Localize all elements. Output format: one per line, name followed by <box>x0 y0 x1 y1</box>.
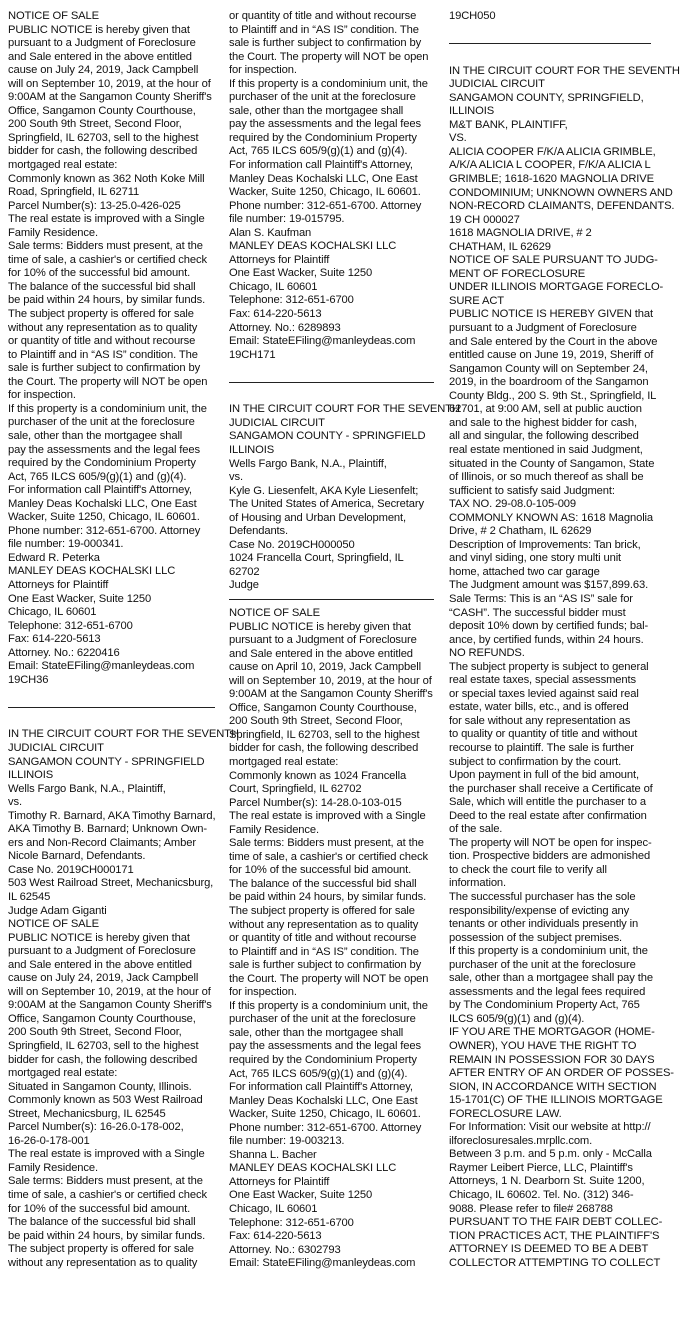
notice-text-line: Family Residence. <box>8 1161 98 1174</box>
notice-text-line: Deed to the real estate after confirmation <box>449 809 647 822</box>
notice-text-line: ilforeclosuresales.mrpllc.com. <box>449 1134 593 1147</box>
notice-text-line: Sale, which will entitle the purchaser to a <box>449 796 646 809</box>
notice-text-line: of Illinois, or so much thereof as shall be <box>449 471 644 484</box>
notice-text-line: be paid within 24 hours, by similar funds. <box>8 1229 206 1242</box>
notice-text-line: tion. Prospective bidders are admonished <box>449 850 651 863</box>
notice-text-line: 200 South 9th Street, Second Floor, <box>8 118 182 131</box>
notice-text-line: 9088. Please refer to file# 268788 <box>449 1202 613 1215</box>
notice-text-line: Road, Springfield, IL 62711 <box>8 186 140 199</box>
notice-text-line: Email: StateEFiling@manleydeas.com <box>229 1257 416 1270</box>
notice-text-line: and sale to the highest bidder for cash, <box>449 416 637 429</box>
notice-text-line: Raymer Leibert Pierce, LLC, Plaintiff's <box>449 1161 633 1174</box>
notice-text-line: Wacker, Suite 1250, Chicago, IL 60601. <box>8 511 200 524</box>
notice-text-line: and Sale entered in the above entitled <box>8 958 192 971</box>
notice-text-line: time of sale, a cashier's or certified check <box>8 1189 207 1202</box>
notice-text-line: For information call Plaintiff's Attorney, <box>229 159 413 172</box>
notice-text-line: PUBLIC NOTICE is hereby given that <box>229 620 411 633</box>
notice-text-line: 9:00AM at the Sangamon County Sheriff's <box>8 999 212 1012</box>
notice-text-line: time of sale, a cashier's or certified check <box>8 253 207 266</box>
notice-text-line: IN THE CIRCUIT COURT FOR THE SEVENTH <box>229 403 460 416</box>
notice-text-line: situated in the County of Sangamon, State <box>449 457 655 470</box>
notice-text-line: Springfield, IL 62703, sell to the highest <box>229 728 420 741</box>
notice-text-line: required by the Condominium Property <box>8 457 196 470</box>
notice-text-line: possession of the subject premises. <box>449 931 623 944</box>
notice-text-line: for 10% of the successful bid amount. <box>8 1202 191 1215</box>
notice-text-line: Edward R. Peterka <box>8 551 100 564</box>
notice-text-line: UNDER ILLINOIS MORTGAGE FORECLO- <box>449 281 664 294</box>
notice-text-line: Parcel Number(s): 14-28.0-103-015 <box>229 796 402 809</box>
notice-text-line: Fax: 614-220-5613 <box>229 1230 322 1243</box>
notice-text-line: bidder for cash, the following described <box>8 1053 198 1066</box>
notice-text-line: cause on April 10, 2019, Jack Campbell <box>229 661 421 674</box>
notice-text-line: bidder for cash, the following described <box>8 145 198 158</box>
notice-text-line: the purchaser shall receive a Certificate of <box>449 782 653 795</box>
notice-text-line: JUDICIAL CIRCUIT <box>449 78 545 91</box>
notice-text-line: NOTICE OF SALE PURSUANT TO JUDG- <box>449 254 658 267</box>
notice-text-line: ILLINOIS <box>229 443 275 456</box>
notice-text-line: Sale terms: Bidders must present, at the <box>8 1175 203 1188</box>
notice-text-line: Email: StateEFiling@manleydeas.com <box>229 335 416 348</box>
notice-text-line: Sale terms: Bidders must present, at the <box>229 837 424 850</box>
notice-text-line: cause on July 24, 2019, Jack Campbell <box>8 64 199 77</box>
notice-text-line: home, attached two car garage <box>449 565 600 578</box>
notice-text-line: The property will NOT be open for inspec- <box>449 836 652 849</box>
notice-text-line: of the sale. <box>449 823 503 836</box>
notice-text-line: For information call Plaintiff's Attorney, <box>229 1081 413 1094</box>
notice-text-line: 9:00AM at the Sangamon County Sheriff's <box>8 91 212 104</box>
notice-text-line: MENT OF FORECLOSURE <box>449 267 586 280</box>
notice-text-line: “CASH”. The successful bidder must <box>449 606 626 619</box>
notice-text-line: will on September 10, 2019, at the hour of <box>8 985 211 998</box>
notice-text-line: Manley Deas Kochalski LLC, One East <box>8 497 197 510</box>
notice-text-line: 62702 <box>229 565 260 578</box>
notice-text-line: will on September 10, 2019, at the hour of <box>8 77 211 90</box>
notice-text-line: Case No. 2019CH000171 <box>8 863 134 876</box>
notice-text-line: responsibility/expense of evicting any <box>449 904 630 917</box>
notice-text-line: and Sale entered by the Court in the above <box>449 335 658 348</box>
notice-text-line: For information call Plaintiff's Attorney, <box>8 484 192 497</box>
notice-text-line: Attorney. No.: 6220416 <box>8 646 120 659</box>
notice-text-line: Telephone: 312-651-6700 <box>229 294 354 307</box>
notice-text-line: 15-1701(C) OF THE ILLINOIS MORTGAGE <box>449 1094 663 1107</box>
notice-text-line: Commonly known as 362 Noth Koke Mill <box>8 172 205 185</box>
notice-text-line: REMAIN IN POSSESSION FOR 30 DAYS <box>449 1053 655 1066</box>
notice-text-line: Upon payment in full of the bid amount, <box>449 769 639 782</box>
notice-text-line: Fax: 614-220-5613 <box>229 308 322 321</box>
notice-text-line: Between 3 p.m. and 5 p.m. only - McCalla <box>449 1148 652 1161</box>
notice-text-line: MANLEY DEAS KOCHALSKI LLC <box>8 565 176 578</box>
notice-text-line: Attorney. No.: 6289893 <box>229 321 341 334</box>
notice-text-line: SANGAMON COUNTY - SPRINGFIELD <box>8 755 205 768</box>
section-divider <box>8 707 215 708</box>
notice-text-line: PUBLIC NOTICE is hereby given that <box>8 931 190 944</box>
notice-text-line: information. <box>449 877 507 890</box>
notice-text-line: for sale without any representation as <box>449 714 631 727</box>
notice-text-line: sale, other than the mortgagee shall <box>8 429 183 442</box>
notice-text-line: mortgaged real estate: <box>229 755 339 768</box>
notice-text-line: 19CH050 <box>449 10 496 22</box>
notice-text-line: bidder for cash, the following described <box>229 742 419 755</box>
notice-text-line: Street, Mechanicsburg, IL 62545 <box>8 1107 166 1120</box>
notice-text-line: ALICIA COOPER F/K/A ALICIA GRIMBLE, <box>449 145 656 158</box>
notice-text-line: If this property is a condominium unit, the <box>8 402 207 415</box>
notice-column-2 <box>229 10 460 1340</box>
notice-text-line: IN THE CIRCUIT COURT FOR THE SEVENTH <box>8 728 239 741</box>
notice-text-line: without any representation as to quality <box>229 918 419 931</box>
notice-text-line: The successful purchaser has the sole <box>449 891 636 903</box>
notice-text-line: purchaser of the unit at the foreclosure <box>449 958 636 971</box>
notice-text-line: purchaser of the unit at the foreclosure <box>8 416 195 429</box>
notice-text-line: entitled cause on June 19, 2019, Sheriff of <box>449 349 654 362</box>
notice-text-line: sale, other than a mortgagee shall pay the <box>449 972 653 985</box>
notice-text-line: pursuant to a Judgment of Foreclosure <box>8 37 196 50</box>
notice-text-line: 200 South 9th Street, Second Floor, <box>229 715 403 728</box>
notice-text-line: be paid within 24 hours, by similar funds. <box>229 891 427 904</box>
notice-text-line: COLLECTOR ATTEMPTING TO COLLECT <box>449 1256 661 1269</box>
notice-text-line: A/K/A ALICIA L COOPER, F/K/A ALICIA L <box>449 159 651 172</box>
notice-text-line: to check the court file to verify all <box>449 863 607 876</box>
notice-text-line: to Plaintiff and in “AS IS” condition. The <box>8 348 198 361</box>
notice-text-line: sale is further subject to confirmation by <box>229 959 422 972</box>
notice-text-line: Judge Adam Giganti <box>8 904 107 917</box>
notice-text-line: the Court. The property will NOT be open <box>8 375 208 388</box>
notice-text-line: Shanna L. Bacher <box>229 1148 317 1161</box>
notice-text-line: pay the assessments and the legal fees <box>229 118 421 131</box>
notice-text-line: mortgaged real estate: <box>8 159 118 172</box>
notice-text-line: Attorneys, 1 N. Dearborn St. Suite 1200, <box>449 1175 645 1188</box>
notice-text-line: COMMONLY KNOWN AS: 1618 Magnolia <box>449 511 654 524</box>
notice-text-line: The Judgment amount was $157,899.63. <box>449 579 649 592</box>
notice-text-line: NOTICE OF SALE <box>8 10 99 22</box>
section-divider <box>229 599 434 600</box>
notice-text-line: subject to confirmation by the court. <box>449 755 622 768</box>
notice-text-line: The United States of America, Secretary <box>229 498 424 511</box>
notice-column-3 <box>449 10 680 1340</box>
notice-text-line: The real estate is improved with a Single <box>8 1148 205 1161</box>
notice-text-line: The subject property is offered for sale <box>8 308 194 321</box>
notice-text-line: Situated in Sangamon County, Illinois. <box>8 1080 192 1093</box>
notice-text-line: MANLEY DEAS KOCHALSKI LLC <box>229 1162 397 1175</box>
notice-text-line: 19 CH 000027 <box>449 213 520 226</box>
notice-text-line: Court, Springfield, IL 62702 <box>229 783 362 796</box>
notice-text-line: SANGAMON COUNTY, SPRINGFIELD, <box>449 91 644 104</box>
notice-text-line: file number: 19-015795. <box>229 213 345 226</box>
notice-text-line: be paid within 24 hours, by similar funds. <box>8 294 206 307</box>
notice-text-line: for inspection. <box>229 64 297 77</box>
notice-text-line: SION, IN ACCORDANCE WITH SECTION <box>449 1080 657 1093</box>
notice-text-line: The subject property is offered for sale <box>229 905 415 917</box>
notice-text-line: Act, 765 ILCS 605/9(g)(1) and (g)(4). <box>229 1067 408 1080</box>
notice-text-line: Office, Sangamon County Courthouse, <box>8 104 196 117</box>
notice-text-line: IF YOU ARE THE MORTGAGOR (HOME- <box>449 1026 655 1039</box>
notice-text-line: pursuant to a Judgment of Foreclosure <box>8 945 196 958</box>
notice-text-line: If this property is a condominium unit, the <box>229 999 428 1012</box>
notice-text-line: by The Condominium Property Act, 765 <box>449 999 640 1012</box>
notice-text-line: ance, by certified funds, within 24 hours. <box>449 633 644 646</box>
notice-text-line: 19CH171 <box>229 348 276 361</box>
notice-text-line: Wells Fargo Bank, N.A., Plaintiff, <box>8 782 166 795</box>
notice-text-line: sale is further subject to confirmation by <box>8 362 201 375</box>
section-divider <box>229 382 434 383</box>
notice-text-line: Attorneys for Plaintiff <box>229 1175 330 1188</box>
notice-text-line: Family Residence. <box>229 823 319 836</box>
notice-text-line: Commonly known as 503 West Railroad <box>8 1094 203 1107</box>
notice-text-line: Case No. 2019CH000050 <box>229 538 355 551</box>
notice-text-line: Alan S. Kaufman <box>229 226 312 239</box>
notice-text-line: for inspection. <box>8 389 76 402</box>
notice-text-line: or special taxes levied against said real <box>449 687 639 700</box>
notice-text-line: recourse to plaintiff. The sale is further <box>449 741 634 754</box>
notice-text-line: Sangamon County will on September 24, <box>449 362 648 375</box>
notice-text-line: or quantity of title and without recourse <box>229 10 417 22</box>
notice-text-line: vs. <box>229 471 243 484</box>
notice-text-line: pursuant to a Judgment of Foreclosure <box>449 322 637 335</box>
notice-text-line: Drive, # 2 Chatham, IL 62629 <box>449 525 592 538</box>
notice-text-line: Parcel Number(s): 13-25.0-426-025 <box>8 199 181 212</box>
notice-text-line: Act, 765 ILCS 605/9(g)(1) and (g)(4). <box>229 145 408 158</box>
notice-text-line: sale, other than the mortgagee shall <box>229 1026 404 1039</box>
notice-text-line: Wells Fargo Bank, N.A., Plaintiff, <box>229 457 387 470</box>
notice-text-line: FORECLOSURE LAW. <box>449 1107 562 1120</box>
notice-text-line: sale, other than the mortgagee shall <box>229 104 404 117</box>
notice-text-line: NOTICE OF SALE <box>229 606 320 619</box>
notice-text-line: file number: 19-000341. <box>8 538 124 551</box>
notice-text-line: Judge <box>229 579 259 592</box>
notice-text-line: pay the assessments and the legal fees <box>8 443 200 456</box>
notice-text-line: VS. <box>449 132 467 145</box>
notice-text-line: 2019, in the boardroom of the Sangamon <box>449 376 649 389</box>
section-divider <box>449 43 651 44</box>
notice-text-line: or quantity of title and without recourse <box>8 335 196 348</box>
notice-text-line: Manley Deas Kochalski LLC, One East <box>229 1094 418 1107</box>
notice-text-line: The subject property is subject to general <box>449 660 649 673</box>
notice-text-line: 62701, at 9:00 AM, sell at public auction <box>449 403 642 416</box>
notice-text-line: CONDOMINIUM; UNKNOWN OWNERS AND <box>449 186 673 199</box>
notice-text-line: 16-26-0-178-001 <box>8 1134 90 1147</box>
notice-column-1 <box>8 10 239 1340</box>
notice-text-line: of Housing and Urban Development, <box>229 511 407 524</box>
notice-text-line: JUDICIAL CIRCUIT <box>229 416 325 429</box>
notice-text-line: Fax: 614-220-5613 <box>8 633 101 646</box>
blank-line <box>229 390 434 404</box>
notice-text-line: 9:00AM at the Sangamon County Sheriff's <box>229 688 433 701</box>
notice-text-line: ATTORNEY IS DEEMED TO BE A DEBT <box>449 1243 649 1256</box>
notice-text-line: Kyle G. Liesenfelt, AKA Kyle Liesenfelt; <box>229 484 419 497</box>
blank-line <box>8 687 215 701</box>
notice-text-line: TION PRACTICES ACT, THE PLAINTIFF'S <box>449 1229 660 1242</box>
notice-text-line: Attorney. No.: 6302793 <box>229 1243 341 1256</box>
notice-text-line: One East Wacker, Suite 1250 <box>8 592 152 605</box>
notice-text-line: PUBLIC NOTICE is hereby given that <box>8 23 190 36</box>
notice-text-line: AKA Timothy B. Barnard; Unknown Own- <box>8 823 208 836</box>
notice-text-line: For Information: Visit our website at http:// <box>449 1121 651 1134</box>
notice-text-line: The balance of the successful bid shall <box>229 877 417 890</box>
notice-text-line: 1618 MAGNOLIA DRIVE, # 2 <box>449 227 592 240</box>
notice-text-line: One East Wacker, Suite 1250 <box>229 1189 373 1202</box>
notice-text-line: without any representation as to quality <box>8 321 198 334</box>
notice-text-line: purchaser of the unit at the foreclosure <box>229 1013 416 1026</box>
notice-text-line: If this property is a condominium unit, the <box>229 77 428 90</box>
notice-text-line: or quantity of title and without recourse <box>229 932 417 945</box>
notice-text-line: required by the Condominium Property <box>229 1054 417 1067</box>
notice-text-line: Telephone: 312-651-6700 <box>229 1216 354 1229</box>
notice-text-line: Act, 765 ILCS 605/9(g)(1) and (g)(4). <box>8 470 187 483</box>
notice-text-line: The real estate is improved with a Single <box>8 213 205 226</box>
blank-line <box>8 715 215 729</box>
notice-text-line: sale is further subject to confirmation by <box>229 37 422 50</box>
notice-text-line: to quality or quantity of title and without <box>449 728 638 741</box>
notice-text-line: Chicago, IL 60601 <box>229 280 318 293</box>
notice-text-line: Manley Deas Kochalski LLC, One East <box>229 172 418 185</box>
notice-text-line: pay the assessments and the legal fees <box>229 1040 421 1053</box>
notice-text-line: Email: StateEFiling@manleydeas.com <box>8 660 195 673</box>
notice-text-line: PURSUANT TO THE FAIR DEBT COLLEC- <box>449 1216 663 1229</box>
notice-text-line: ers and Non-Record Claimants; Amber <box>8 836 196 849</box>
notice-text-line: vs. <box>8 796 22 809</box>
notice-text-line: and Sale entered in the above entitled <box>229 647 413 660</box>
notice-text-line: 1024 Francella Court, Springfield, IL <box>229 552 404 565</box>
notice-text-line: The subject property is offered for sale <box>8 1243 194 1256</box>
notice-text-line: Wacker, Suite 1250, Chicago, IL 60601. <box>229 186 421 199</box>
notice-text-line: to Plaintiff and in “AS IS” condition. The <box>229 23 419 36</box>
notice-text-line: Wacker, Suite 1250, Chicago, IL 60601. <box>229 1108 421 1121</box>
notice-text-line: Chicago, IL 60602. Tel. No. (312) 346- <box>449 1189 634 1202</box>
notice-text-line: required by the Condominium Property <box>229 131 417 144</box>
notice-text-line: Sale Terms: This is an “AS IS” sale for <box>449 592 633 605</box>
notice-text-line: Phone number: 312-651-6700. Attorney <box>229 199 422 212</box>
notice-text-line: for 10% of the successful bid amount. <box>8 267 191 280</box>
notice-text-line: SURE ACT <box>449 294 504 307</box>
notice-text-line: Telephone: 312-651-6700 <box>8 619 133 632</box>
notice-text-line: IN THE CIRCUIT COURT FOR THE SEVENTH <box>449 64 680 77</box>
notice-text-line: sufficient to satisfy said Judgment: <box>449 484 615 497</box>
notice-text-line: pursuant to a Judgment of Foreclosure <box>229 634 417 647</box>
notice-text-line: GRIMBLE; 1618-1620 MAGNOLIA DRIVE <box>449 173 654 186</box>
notice-text-line: The balance of the successful bid shall <box>8 280 196 293</box>
notice-text-line: PUBLIC NOTICE IS HEREBY GIVEN that <box>449 308 653 321</box>
notice-text-line: for inspection. <box>229 986 297 999</box>
notice-text-line: Chicago, IL 60601 <box>229 1203 318 1216</box>
notice-text-line: time of sale, a cashier's or certified check <box>229 850 428 863</box>
notice-text-line: NON-RECORD CLAIMANTS, DEFENDANTS. <box>449 200 675 213</box>
notice-text-line: to Plaintiff and in “AS IS” condition. The <box>229 945 419 958</box>
notice-text-line: Parcel Number(s): 16-26.0-178-002, <box>8 1121 184 1134</box>
notice-text-line: purchaser of the unit at the foreclosure <box>229 91 416 104</box>
notice-text-line: Timothy R. Barnard, AKA Timothy Barnard, <box>8 809 216 822</box>
notice-text-line: Springfield, IL 62703, sell to the highest <box>8 1040 199 1053</box>
blank-line <box>229 362 434 376</box>
notice-text-line: MANLEY DEAS KOCHALSKI LLC <box>229 240 397 253</box>
notice-text-line: real estate mentioned in said Judgment, <box>449 443 643 456</box>
notice-text-line: Description of Improvements: Tan brick, <box>449 538 641 551</box>
notice-text-line: 503 West Railroad Street, Mechanicsburg, <box>8 877 214 890</box>
blank-line <box>449 24 651 38</box>
notice-text-line: ILLINOIS <box>449 105 495 118</box>
notice-text-line: IL 62545 <box>8 891 51 903</box>
notice-text-line: Attorneys for Plaintiff <box>8 578 109 591</box>
notice-text-line: without any representation as to quality <box>8 1256 198 1269</box>
notice-text-line: ILCS 605/9(g)(1) and (g)(4). <box>449 1012 585 1025</box>
notice-text-line: The real estate is improved with a Single <box>229 810 426 823</box>
notice-text-line: mortgaged real estate: <box>8 1067 118 1080</box>
notice-text-line: Sale terms: Bidders must present, at the <box>8 240 203 253</box>
notice-text-line: deposit 10% down by certified funds; bal- <box>449 620 649 633</box>
notice-text-line: all and singular, the following described <box>449 430 639 443</box>
notice-text-line: If this property is a condominium unit, the <box>449 945 648 958</box>
notice-text-line: Phone number: 312-651-6700. Attorney <box>229 1121 422 1134</box>
notice-text-line: M&T BANK, PLAINTIFF, <box>449 118 568 131</box>
notice-text-line: Office, Sangamon County Courthouse, <box>8 1012 196 1025</box>
notice-text-line: Office, Sangamon County Courthouse, <box>229 701 417 714</box>
notice-text-line: Phone number: 312-651-6700. Attorney <box>8 524 201 537</box>
notice-text-line: OWNER), YOU HAVE THE RIGHT TO <box>449 1040 637 1053</box>
notice-text-line: cause on July 24, 2019, Jack Campbell <box>8 972 199 985</box>
notice-text-line: Commonly known as 1024 Francella <box>229 769 407 782</box>
notice-text-line: and vinyl siding, one story multi unit <box>449 552 622 565</box>
notice-text-line: Springfield, IL 62703, sell to the highest <box>8 131 199 144</box>
notice-text-line: and Sale entered in the above entitled <box>8 50 192 63</box>
notice-text-line: Chicago, IL 60601 <box>8 606 97 619</box>
notice-text-line: assessments and the legal fees required <box>449 985 646 998</box>
notice-text-line: 200 South 9th Street, Second Floor, <box>8 1026 182 1039</box>
notice-text-line: One East Wacker, Suite 1250 <box>229 267 373 280</box>
notice-text-line: TAX NO. 29-08.0-105-009 <box>449 498 576 511</box>
notice-text-line: real estate taxes, special assessments <box>449 674 636 687</box>
notice-text-line: 19CH36 <box>8 673 49 686</box>
blank-line <box>449 51 651 65</box>
notice-text-line: JUDICIAL CIRCUIT <box>8 741 104 754</box>
notice-text-line: CHATHAM, IL 62629 <box>449 240 551 253</box>
notice-text-line: file number: 19-003213. <box>229 1135 345 1148</box>
notice-text-line: County Bldg., 200 S. 9th St., Springfield, IL <box>449 389 657 402</box>
notice-text-line: Defendants. <box>229 525 289 538</box>
notice-text-line: the Court. The property will NOT be open <box>229 50 429 63</box>
notice-text-line: for 10% of the successful bid amount. <box>229 864 412 877</box>
notice-text-line: the Court. The property will NOT be open <box>229 972 429 985</box>
notice-text-line: Family Residence. <box>8 226 98 239</box>
notice-text-line: AFTER ENTRY OF AN ORDER OF POSSES- <box>449 1067 674 1080</box>
notice-text-line: NO REFUNDS. <box>449 647 525 660</box>
notice-text-line: SANGAMON COUNTY - SPRINGFIELD <box>229 430 426 443</box>
notice-text-line: The balance of the successful bid shall <box>8 1216 196 1229</box>
notice-text-line: estate, water bills, etc., and is offered <box>449 701 629 714</box>
notice-text-line: Nicole Barnard, Defendants. <box>8 850 146 863</box>
notice-text-line: NOTICE OF SALE <box>8 918 99 931</box>
notice-text-line: ILLINOIS <box>8 769 54 782</box>
notice-text-line: will on September 10, 2019, at the hour of <box>229 674 432 687</box>
notice-text-line: tenants or other individuals presently in <box>449 918 639 931</box>
notice-text-line: Attorneys for Plaintiff <box>229 253 330 266</box>
